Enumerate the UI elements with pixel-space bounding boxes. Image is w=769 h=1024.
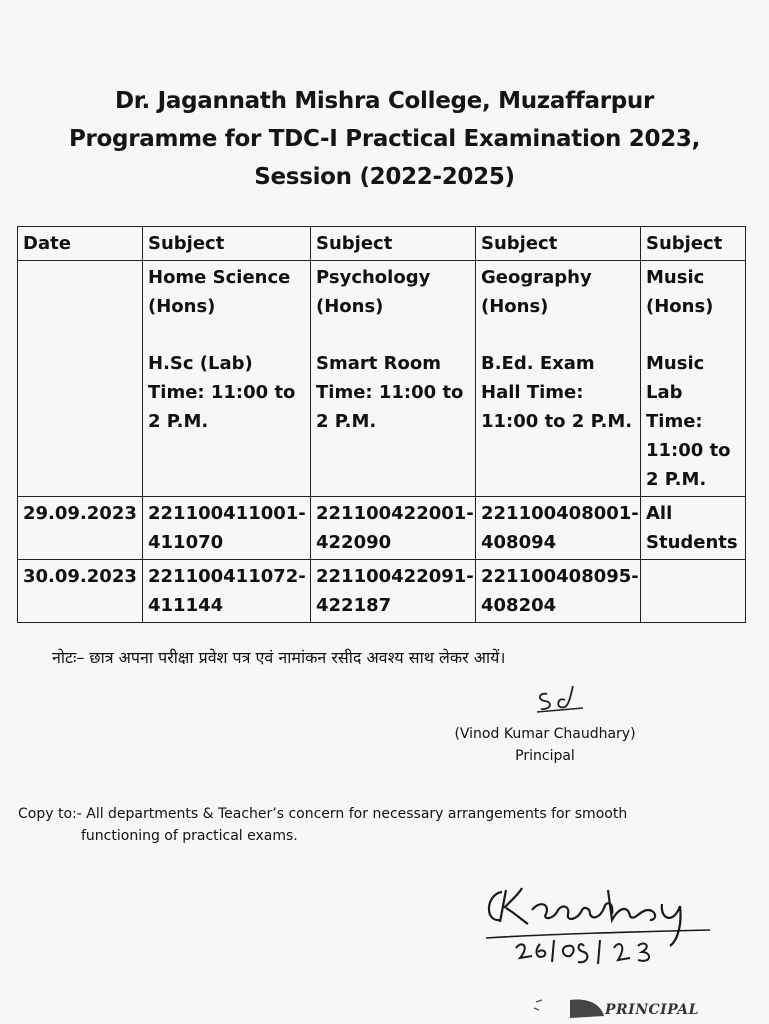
table-row <box>18 497 746 560</box>
session-title: Session (2022-2025) <box>254 164 515 190</box>
time-line: 2 P.M. <box>646 469 707 490</box>
subject-header: Subject <box>311 227 476 261</box>
subject-name: Geography <box>481 267 592 288</box>
subject-type: (Hons) <box>481 296 549 317</box>
roll-range-cell: 221100408001- 408094 <box>476 497 641 560</box>
time-line: 11:00 to <box>646 440 731 461</box>
subject-type: (Hons) <box>646 296 714 317</box>
stamp-text: PRINCIPAL <box>605 1002 699 1018</box>
roll-range-cell: 221100422001- 422090 <box>311 497 476 560</box>
subject-header: Subject <box>641 227 746 261</box>
roll-range-cell: 221100408095- 408204 <box>476 560 641 623</box>
title-block <box>0 82 769 196</box>
table-header-row <box>18 227 746 261</box>
venue: Smart Room <box>316 353 441 374</box>
date-header: Date <box>18 227 143 261</box>
empty-cell <box>18 261 143 497</box>
subject-name: Home Science <box>148 267 291 288</box>
subject-type: (Hons) <box>316 296 384 317</box>
date-cell: 29.09.2023 <box>18 497 143 560</box>
venue: H.Sc (Lab) <box>148 353 253 374</box>
time-line: Time: 11:00 to <box>316 382 464 403</box>
time-line: 2 P.M. <box>148 411 209 432</box>
roll-range-cell: 221100422091- 422187 <box>311 560 476 623</box>
subject-cell-psychology <box>311 261 476 497</box>
time-line: 2 P.M. <box>316 411 377 432</box>
time-line: Time: 11:00 to <box>148 382 296 403</box>
subject-cell-geography <box>476 261 641 497</box>
subject-name: Psychology <box>316 267 431 288</box>
sd-handwritten-mark <box>533 684 588 714</box>
roll-range-cell: All Students <box>641 497 746 560</box>
hindi-note: नोटः– छात्र अपना परीक्षा प्रवेश पत्र एवं नामांकन रसीद अवश्य साथ लेकर आयें। <box>52 648 506 667</box>
subject-cell-home-science <box>143 261 311 497</box>
roll-range-cell: 221100411001- 411070 <box>143 497 311 560</box>
programme-title: Programme for TDC-I Practical Examination 2023, <box>68 126 701 152</box>
subject-header: Subject <box>143 227 311 261</box>
exam-schedule-table <box>17 226 746 623</box>
subject-info-row <box>18 261 746 497</box>
copy-to-line: Copy to:- All departments & Teacher’s concern for necessary arrangements for smooth <box>18 806 628 822</box>
roll-range-cell: 221100411072- 411144 <box>143 560 311 623</box>
copy-to-note <box>18 803 718 847</box>
time-line: Hall Time: <box>481 382 584 403</box>
subject-name: Music <box>646 267 705 288</box>
subject-type: (Hons) <box>148 296 216 317</box>
principal-title: Principal <box>515 748 575 764</box>
subject-header: Subject <box>476 227 641 261</box>
table-row <box>18 560 746 623</box>
college-name: Dr. Jagannath Mishra College, Muzaffarpur <box>114 88 655 114</box>
handwritten-signature <box>480 880 720 965</box>
venue: B.Ed. Exam <box>481 353 595 374</box>
time-line: Lab Time: <box>646 382 703 432</box>
principal-name: (Vinod Kumar Chaudhary) <box>454 726 636 742</box>
roll-range-cell <box>641 560 746 623</box>
subject-cell-music <box>641 261 746 497</box>
date-cell: 30.09.2023 <box>18 560 143 623</box>
copy-to-line: functioning of practical exams. <box>81 828 298 844</box>
venue: Music <box>646 353 705 374</box>
time-line: 11:00 to 2 P.M. <box>481 411 633 432</box>
